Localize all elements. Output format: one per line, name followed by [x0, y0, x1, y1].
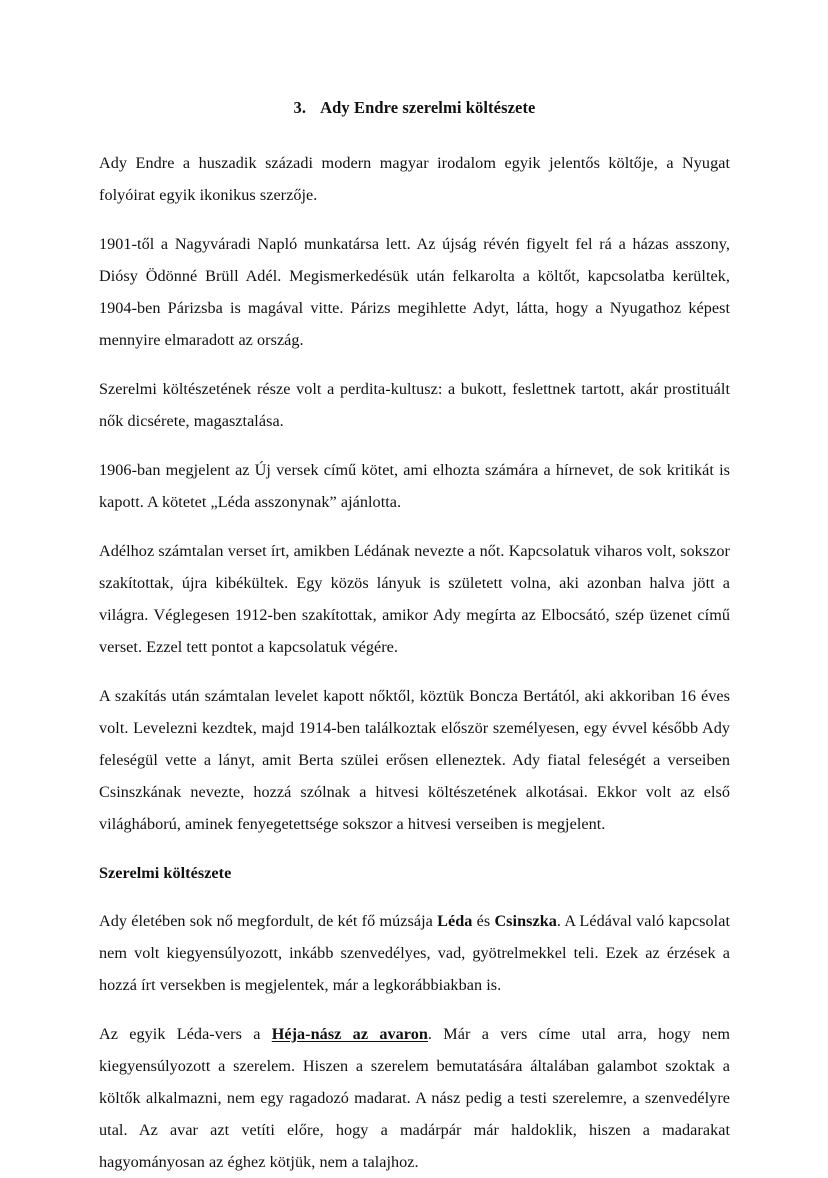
muse-name-csinszka: Csinszka	[494, 911, 557, 930]
paragraph-perdita-kultusz: Szerelmi költészetének része volt a perdita-kultusz: a bukott, feslettnek tartott, akár prostituált nők dicsérete, magasztalása.	[99, 379, 730, 430]
muses-text-before: Ady életében sok nő megfordult, de két fő múzsája	[99, 911, 438, 930]
muses-text-after: . A Lédával való kapcsolat nem volt kiegyensúlyozott, inkább szenvedélyes, vad, gyötrelmekkel teli. Ezek az érzések a hozzá írt versekben is megjelentek, már a legkorábbiakban is.	[99, 911, 730, 994]
poem-text-before: Az egyik Léda-vers a	[99, 1024, 272, 1043]
heading-title: Ady Endre szerelmi költészete	[320, 98, 536, 117]
muses-text-between: és	[472, 911, 495, 930]
page-title	[99, 96, 730, 121]
paragraph-uj-versek: 1906-ban megjelent az Új versek című kötet, ami elhozta számára a hírnevet, de sok kritikát is kapott. A kötetet „Léda asszonynak” ajánlotta.	[99, 460, 730, 511]
paragraph-nagyvaradi-naplo: 1901-től a Nagyváradi Napló munkatársa lett. Az újság révén figyelt fel rá a házas asszony, Diósy Ödönné Brüll Adél. Megismerkedésük után felkarolta a költőt, kapcsolatba kerültek, 1904-ben Párizsba is magával vitte. Párizs megihlette Adyt, látta, hogy a Nyugathoz képest mennyire elmaradott az ország.	[99, 234, 730, 349]
paragraph-adelhoz: Adélhoz számtalan verset írt, amikben Lédának nevezte a nőt. Kapcsolatuk viharos volt, sokszor szakítottak, újra kibékültek. Egy közös lányuk is született volna, aki azonban halva jött a világra. Véglegesen 1912-ben szakítottak, amikor Ady megírta az Elbocsátó, szép üzenet című verset. Ezzel tett pontot a kapcsolatuk végére.	[99, 541, 730, 656]
paragraph-muses	[99, 905, 730, 1001]
paragraph-poem	[99, 1018, 730, 1178]
paragraph-csinszka: A szakítás után számtalan levelet kapott nőktől, köztük Boncza Bertától, aki akkoriban 16 éves volt. Levelezni kezdtek, majd 1914-ben találkoztak először személyesen, egy évvel később Ady feleségül vette a lányt, amit Berta szülei erősen elleneztek. Ady fiatal feleségét a verseiben Csinszkának nevezte, hozzá szólnak a hitvesi költészetének alkotásai. Ekkor volt az első világháború, aminek fenyegetettsége sokszor a hitvesi verseiben is megjelent.	[99, 686, 730, 833]
paragraph-intro: Ady Endre a huszadik századi modern magyar irodalom egyik jelentős költője, a Nyugat folyóirat egyik ikonikus szerzője.	[99, 153, 730, 204]
poem-text-after: . Már a vers címe utal arra, hogy nem kiegyensúlyozott a szerelem. Hiszen a szerelem bemutatására általában galambot szoktak a költők alkalmazni, nem egy ragadozó madarat. A nász pedig a testi szerelemre, a szenvedélyre utal. Az avar azt vetíti előre, hogy a madárpár már haldoklik, hiszen a madarakat hagyományosan az éghez kötjük, nem a talajhoz.	[99, 1024, 730, 1171]
poem-title-heja-nasz-az-avaron: Héja-nász az avaron	[271, 1024, 428, 1043]
section-heading-szerelmi-kolteszete: Szerelmi költészete	[99, 863, 232, 882]
muse-name-leda: Léda	[437, 911, 473, 930]
heading-number: 3.	[293, 98, 307, 117]
